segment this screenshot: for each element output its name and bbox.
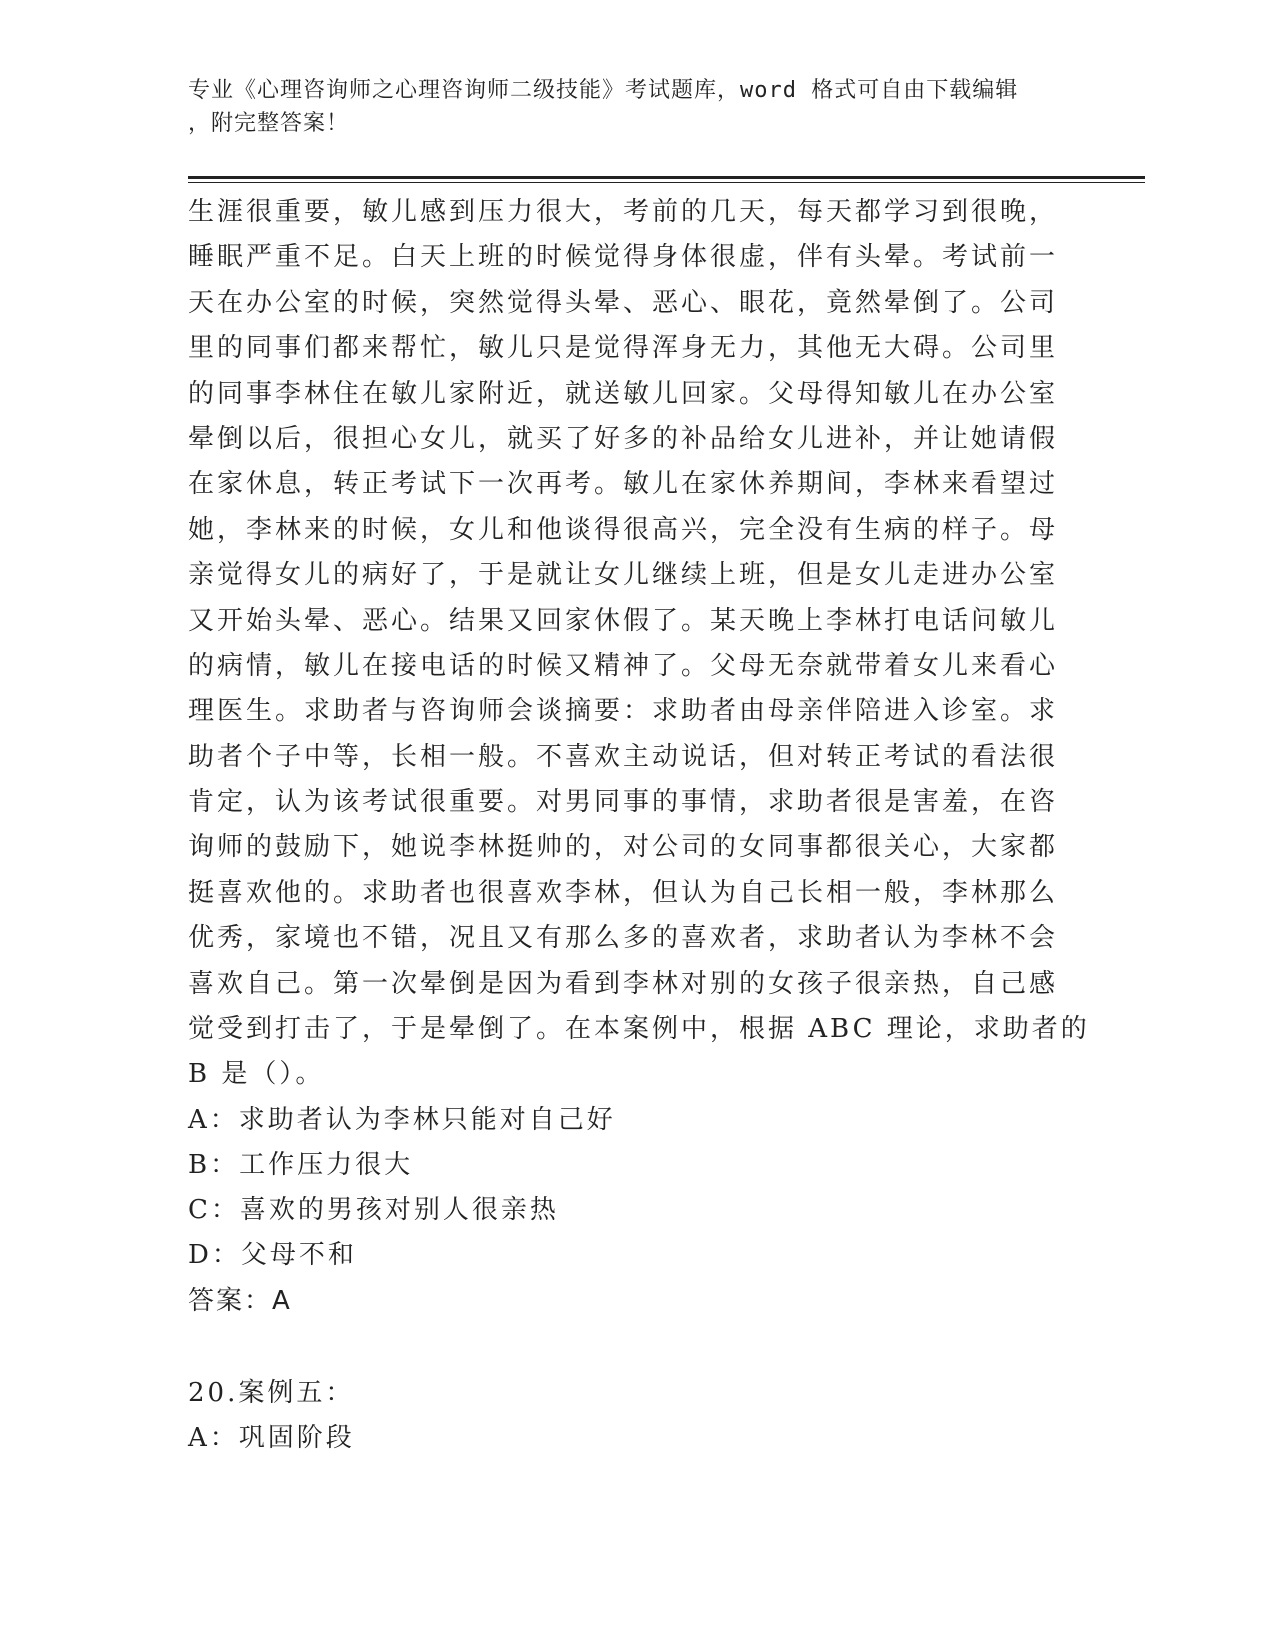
stem-line: 亲觉得女儿的病好了，于是就让女儿继续上班，但是女儿走进办公室: [188, 560, 1059, 591]
question-body: [188, 190, 1090, 1461]
stem-line: 天在办公室的时候，突然觉得头晕、恶心、眼花，竟然晕倒了。公司: [188, 287, 1059, 318]
stem-line: 优秀，家境也不错，况且又有那么多的喜欢者，求助者认为李林不会: [188, 923, 1059, 954]
option-d: D：父母不和: [188, 1239, 357, 1270]
spacer: [188, 1324, 1068, 1370]
document-header: [188, 74, 1068, 140]
stem-line: 在家休息，转正考试下一次再考。敏儿在家休养期间，李林来看望过: [188, 469, 1059, 500]
stem-line: 的同事李林住在敏儿家附近，就送敏儿回家。父母得知敏儿在办公室: [188, 378, 1059, 409]
stem-line: 睡眠严重不足。白天上班的时候觉得身体很虚，伴有头晕。考试前一: [188, 242, 1059, 273]
stem-line: 的病情，敏儿在接电话的时候又精神了。父母无奈就带着女儿来看心: [188, 650, 1059, 681]
stem-line: 生涯很重要，敏儿感到压力很大，考前的几天，每天都学习到很晚，: [188, 197, 1059, 227]
header-rule-thick: [188, 176, 1145, 179]
stem-line: 觉受到打击了，于是晕倒了。在本案例中，根据 ABC 理论，求助者的: [188, 1014, 1090, 1045]
option-c: C：喜欢的男孩对别人很亲热: [188, 1194, 559, 1225]
option-b: B：工作压力很大: [188, 1149, 414, 1180]
option-a: A：求助者认为李林只能对自己好: [188, 1104, 616, 1135]
answer-key: 答案：A: [188, 1285, 292, 1316]
header-rule-thin: [188, 182, 1145, 183]
stem-line: 她，李林来的时候，女儿和他谈得很高兴，完全没有生病的样子。母: [188, 514, 1059, 545]
answer-options: [188, 1098, 1068, 1278]
stem-line: 喜欢自己。第一次晕倒是因为看到李林对别的女孩子很亲热，自己感: [188, 968, 1059, 999]
header-line-1: 专业《心理咨询师之心理咨询师二级技能》考试题库，word 格式可自由下载编辑: [188, 78, 1019, 103]
stem-line: 晕倒以后，很担心女儿，就买了好多的补品给女儿进补，并让她请假: [188, 423, 1059, 454]
next-question-option-a: A：巩固阶段: [188, 1422, 355, 1453]
stem-line: 里的同事们都来帮忙，敏儿只是觉得浑身无力，其他无大碍。公司里: [188, 333, 1059, 364]
header-line-2: ，附完整答案！: [188, 111, 350, 136]
stem-line: 肯定，认为该考试很重要。对男同事的事情，求助者很是害羞，在咨: [188, 787, 1059, 818]
stem-line: B 是（）。: [188, 1059, 325, 1090]
next-question-title: 20.案例五：: [188, 1377, 355, 1408]
question-stem: [188, 190, 1090, 1098]
stem-line: 又开始头晕、恶心。结果又回家休假了。某天晚上李林打电话问敏儿: [188, 605, 1059, 636]
stem-line: 助者个子中等，长相一般。不喜欢主动说话，但对转正考试的看法很: [188, 741, 1059, 772]
stem-line: 理医生。求助者与咨询师会谈摘要：求助者由母亲伴陪进入诊室。求: [188, 696, 1059, 727]
stem-line: 挺喜欢他的。求助者也很喜欢李林，但认为自己长相一般，李林那么: [188, 877, 1059, 908]
stem-line: 询师的鼓励下，她说李林挺帅的，对公司的女同事都很关心，大家都: [188, 832, 1059, 863]
